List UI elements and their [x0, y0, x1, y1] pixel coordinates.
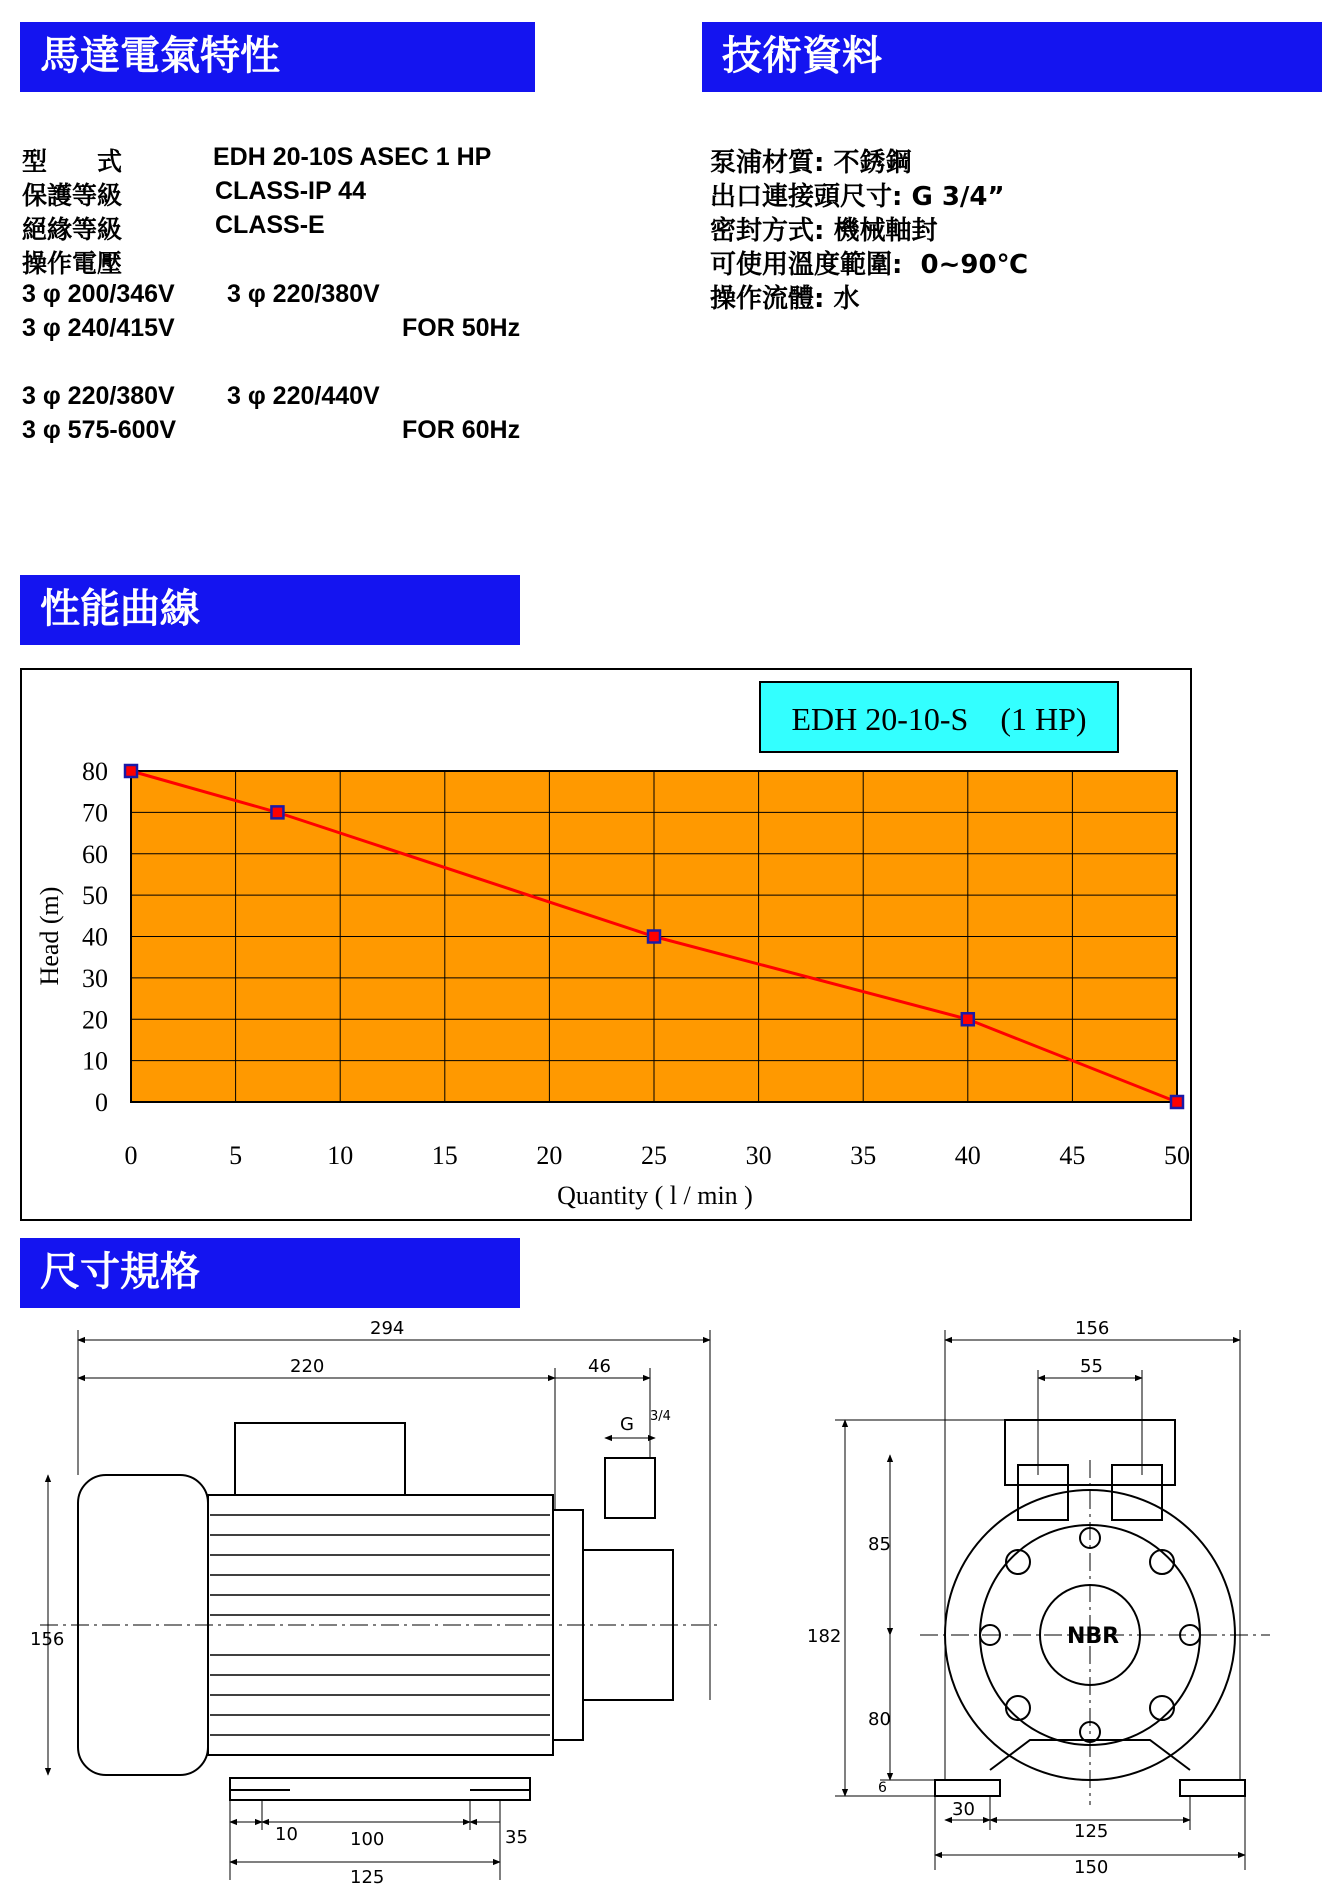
y-ticks [82, 757, 108, 1117]
y-axis-label: Head (m) [35, 886, 64, 986]
type-value: EDH 20-10S ASEC 1 HP [213, 143, 492, 171]
insulation-label: 絕緣等級 [22, 215, 123, 244]
terminal-box [235, 1423, 405, 1495]
type-label: 型 式 [22, 147, 123, 176]
x-tick-label: 25 [641, 1141, 667, 1170]
x-tick-label: 50 [1164, 1141, 1190, 1170]
front-view-drawing [835, 1330, 1270, 1870]
tech-section-header: 技術資料 [702, 22, 1322, 92]
tech-temp: 可使用溫度範圍: 0~90℃ [710, 250, 1029, 280]
x-tick-label: 35 [850, 1141, 877, 1170]
dim-100: 100 [350, 1829, 385, 1850]
dim-220: 220 [290, 1356, 325, 1377]
dim-6: 6 [878, 1780, 887, 1796]
tech-fluid: 操作流體: 水 [710, 284, 860, 314]
data-point-marker [962, 1013, 974, 1025]
voltage-50hz-c: 3 φ 240/415V [22, 314, 175, 342]
y-tick-label: 40 [82, 922, 108, 952]
foot-right [1180, 1780, 1245, 1796]
dim-294: 294 [370, 1318, 405, 1339]
chart-title: EDH 20-10-S (1 HP) [791, 701, 1087, 737]
pump-housing [583, 1550, 673, 1700]
y-tick-label: 80 [82, 757, 108, 786]
dim-150: 150 [1074, 1857, 1109, 1878]
voltage-50hz-a: 3 φ 200/346V [22, 280, 175, 308]
voltage-label: 操作電壓 [22, 249, 123, 278]
x-tick-label: 20 [536, 1141, 563, 1170]
dim-g-fraction: 3/4 [650, 1409, 671, 1424]
dimensions-section-header: 尺寸規格 [20, 1238, 520, 1308]
tech-seal: 密封方式: 機械軸封 [710, 216, 938, 246]
voltage-60hz-b: 3 φ 220/440V [227, 382, 380, 410]
voltage-60hz-c: 3 φ 575-600V [22, 416, 177, 444]
y-tick-label: 50 [82, 881, 108, 911]
x-tick-label: 45 [1059, 1141, 1086, 1170]
tech-outlet: 出口連接頭尺寸: G 3/4” [710, 182, 1005, 212]
voltage-60hz-freq: FOR 60Hz [402, 416, 521, 444]
data-point-marker [1171, 1096, 1183, 1108]
side-view-drawing [40, 1330, 720, 1880]
dim-125-width: 125 [1074, 1821, 1109, 1842]
chart-canvas [22, 670, 1190, 1219]
y-tick-label: 30 [82, 963, 108, 993]
x-tick-label: 15 [431, 1141, 458, 1170]
x-ticks [125, 1141, 1191, 1170]
data-point-marker [648, 931, 660, 943]
y-tick-label: 20 [82, 1005, 108, 1035]
voltage-50hz-b: 3 φ 220/380V [227, 280, 380, 308]
x-tick-label: 0 [124, 1141, 138, 1170]
tech-material: 泵浦材質: 不銹鋼 [710, 148, 912, 178]
dim-125-bottom: 125 [350, 1867, 385, 1888]
x-tick-label: 5 [229, 1141, 243, 1170]
voltage-60hz-a: 3 φ 220/380V [22, 382, 175, 410]
performance-chart [20, 668, 1192, 1221]
outlet-port [605, 1458, 655, 1518]
foot-left [935, 1780, 1000, 1796]
dim-46: 46 [588, 1356, 611, 1377]
dim-10-dia: 10 [275, 1824, 298, 1845]
data-point-marker [125, 765, 137, 777]
dim-80: 80 [868, 1709, 891, 1730]
y-tick-label: 10 [82, 1046, 108, 1076]
dim-182: 182 [807, 1626, 842, 1647]
y-tick-label: 0 [95, 1088, 108, 1117]
dim-g: G [620, 1414, 634, 1435]
x-tick-label: 40 [954, 1141, 981, 1170]
protection-value: CLASS-IP 44 [215, 177, 366, 205]
performance-section-header: 性能曲線 [20, 575, 520, 645]
dim-156-dia: 156 [30, 1629, 65, 1650]
motor-section-header: 馬達電氣特性 [20, 22, 535, 92]
voltage-50hz-freq: FOR 50Hz [402, 314, 521, 342]
insulation-value: CLASS-E [215, 211, 325, 239]
dim-55: 55 [1080, 1356, 1103, 1377]
data-point-marker [271, 806, 283, 818]
dim-35: 35 [505, 1827, 528, 1848]
x-tick-label: 10 [327, 1141, 354, 1170]
nbr-label: NBR [1067, 1624, 1120, 1649]
dimension-drawings [30, 1310, 1320, 1890]
x-axis-label: Quantity ( l / min ) [557, 1181, 753, 1210]
x-tick-label: 30 [745, 1141, 772, 1170]
dim-85: 85 [868, 1534, 891, 1555]
dim-156-width: 156 [1075, 1318, 1110, 1339]
y-tick-label: 60 [82, 839, 108, 869]
dim-30: 30 [952, 1799, 975, 1820]
protection-label: 保護等級 [22, 181, 123, 210]
y-tick-label: 70 [82, 798, 108, 828]
